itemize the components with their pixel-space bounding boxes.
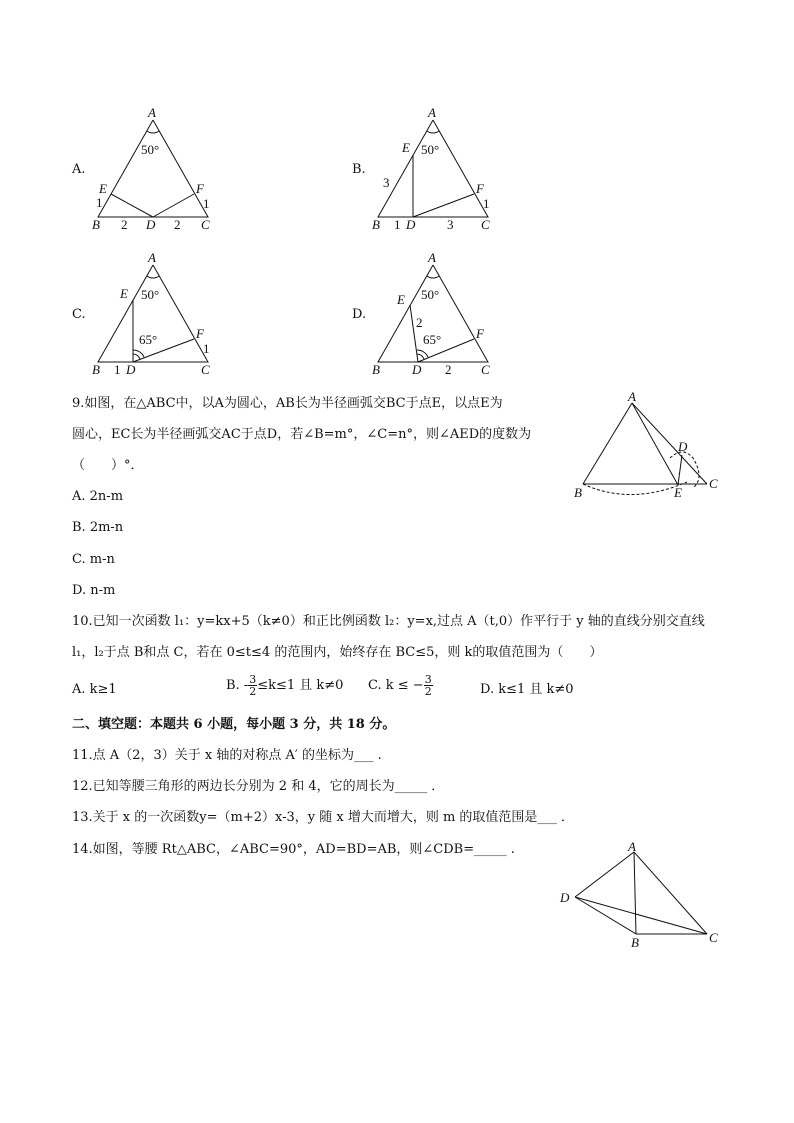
triangle-figure-a bbox=[85, 102, 225, 232]
angle-label: 50° bbox=[421, 142, 440, 157]
q10-stem-line-2: l₁，l₂于点 B和点 C，若在 0≤t≤4 的范围内，始终存在 BC≤5，则 k的取值范围为（ ） bbox=[72, 645, 603, 660]
vertex-c: C bbox=[481, 217, 490, 232]
vertex-f: F bbox=[196, 181, 204, 196]
vertex-d: D bbox=[146, 217, 156, 232]
vertex-d: D bbox=[560, 890, 570, 905]
option-b-label[interactable]: B. bbox=[352, 162, 366, 177]
angle-label: 50° bbox=[141, 287, 160, 302]
triangle-figure-b bbox=[365, 102, 505, 232]
side-label: 2 bbox=[121, 217, 128, 232]
vertex-f: F bbox=[196, 326, 204, 341]
side-label: 2 bbox=[416, 315, 423, 330]
q10-option-c[interactable] bbox=[368, 674, 433, 697]
q14-figure bbox=[555, 838, 735, 950]
q9-stem-line-2: 圆心，EC长为半径画弧交AC于点D，若∠B=m°，∠C=n°，则∠AED的度数为 bbox=[72, 427, 532, 442]
side-label: 3 bbox=[383, 175, 390, 190]
vertex-b: B bbox=[92, 362, 100, 377]
side-label: 3 bbox=[447, 217, 454, 232]
q10-option-b-suffix: ≤k≤1 且 k≠0 bbox=[257, 678, 344, 693]
q10-option-d[interactable]: D. k≤1 且 k≠0 bbox=[480, 682, 574, 697]
q11-text: 11.点 A（2，3）关于 x 轴的对称点 A′ 的坐标为___ . bbox=[72, 748, 382, 763]
angle-label: 50° bbox=[421, 287, 440, 302]
vertex-b: B bbox=[372, 217, 380, 232]
side-label: 2 bbox=[174, 217, 181, 232]
vertex-b: B bbox=[631, 935, 639, 950]
q10-option-b[interactable] bbox=[226, 674, 343, 697]
q10-option-a[interactable]: A. k≥1 bbox=[72, 682, 117, 697]
q9-option-b[interactable]: B. 2m-n bbox=[72, 520, 124, 535]
q9-option-a[interactable]: A. 2n-m bbox=[72, 489, 124, 504]
side-label: 1 bbox=[203, 341, 210, 356]
q9-stem-line-3: （ ）°． bbox=[72, 458, 144, 473]
option-d-label[interactable]: D. bbox=[352, 307, 367, 322]
angle-label: 65° bbox=[139, 332, 158, 347]
q14-text: 14.如图，等腰 Rt△ABC，∠ABC=90°，AD=BD=AB，则∠CDB=_____ . bbox=[72, 842, 515, 857]
side-label: 2 bbox=[445, 362, 452, 377]
vertex-b: B bbox=[92, 217, 100, 232]
option-a-label[interactable]: A. bbox=[72, 162, 86, 177]
q10-stem-line-1: 10.已知一次函数 l₁：y=kx+5（k≠0）和正比例函数 l₂：y=x,过点 A（t,0）作平行于 y 轴的直线分别交直线 bbox=[72, 614, 705, 629]
section-heading: 二、填空题：本题共 6 小题，每小题 3 分，共 18 分。 bbox=[72, 717, 396, 732]
triangle-figure-c bbox=[85, 247, 225, 377]
vertex-b: B bbox=[372, 362, 380, 377]
vertex-a: A bbox=[628, 389, 636, 404]
vertex-e: E bbox=[674, 485, 682, 500]
q9-option-c[interactable]: C. m-n bbox=[72, 552, 115, 567]
side-label: 1 bbox=[114, 362, 121, 377]
vertex-c: C bbox=[709, 930, 718, 945]
q10-option-c-prefix: C. k ≤ − bbox=[368, 678, 424, 693]
q9-option-d[interactable]: D. n-m bbox=[72, 583, 116, 598]
q9-stem-line-1: 9.如图，在△ABC中，以A为圆心，AB长为半径画弧交BC于点E，以点E为 bbox=[72, 396, 503, 411]
vertex-d: D bbox=[678, 439, 688, 454]
vertex-d: D bbox=[406, 217, 416, 232]
vertex-d: D bbox=[412, 362, 422, 377]
vertex-a: A bbox=[148, 105, 156, 120]
side-label: 1 bbox=[483, 196, 490, 211]
vertex-f: F bbox=[476, 181, 484, 196]
vertex-c: C bbox=[201, 362, 210, 377]
vertex-c: C bbox=[201, 217, 210, 232]
option-c-label[interactable]: C. bbox=[72, 307, 86, 322]
vertex-b: B bbox=[574, 485, 582, 500]
vertex-e: E bbox=[99, 181, 107, 196]
vertex-c: C bbox=[481, 362, 490, 377]
side-label: 1 bbox=[96, 195, 103, 210]
vertex-a: A bbox=[428, 250, 436, 265]
triangle-figure-d bbox=[365, 247, 505, 377]
angle-label: 50° bbox=[141, 142, 160, 157]
q10-option-b-prefix: B. - bbox=[226, 678, 249, 693]
fraction: $\frac{3}{2}$ bbox=[249, 673, 257, 698]
angle-label: 65° bbox=[423, 332, 442, 347]
vertex-e: E bbox=[120, 286, 128, 301]
vertex-e: E bbox=[402, 140, 410, 155]
vertex-e: E bbox=[397, 292, 405, 307]
fraction: $\frac{3}{2}$ bbox=[424, 673, 432, 698]
vertex-d: D bbox=[126, 362, 136, 377]
q12-text: 12.已知等腰三角形的两边长分别为 2 和 4，它的周长为_____ ． bbox=[72, 779, 445, 794]
vertex-f: F bbox=[476, 326, 484, 341]
side-label: 1 bbox=[394, 217, 401, 232]
vertex-a: A bbox=[148, 250, 156, 265]
q9-figure bbox=[565, 388, 735, 506]
vertex-a: A bbox=[428, 105, 436, 120]
vertex-c: C bbox=[709, 476, 718, 491]
q13-text: 13.关于 x 的一次函数y=（m+2）x-3，y 随 x 增大而增大，则 m 的取值范围是___ ． bbox=[72, 810, 575, 825]
side-label: 1 bbox=[203, 196, 210, 211]
vertex-a: A bbox=[628, 839, 636, 854]
